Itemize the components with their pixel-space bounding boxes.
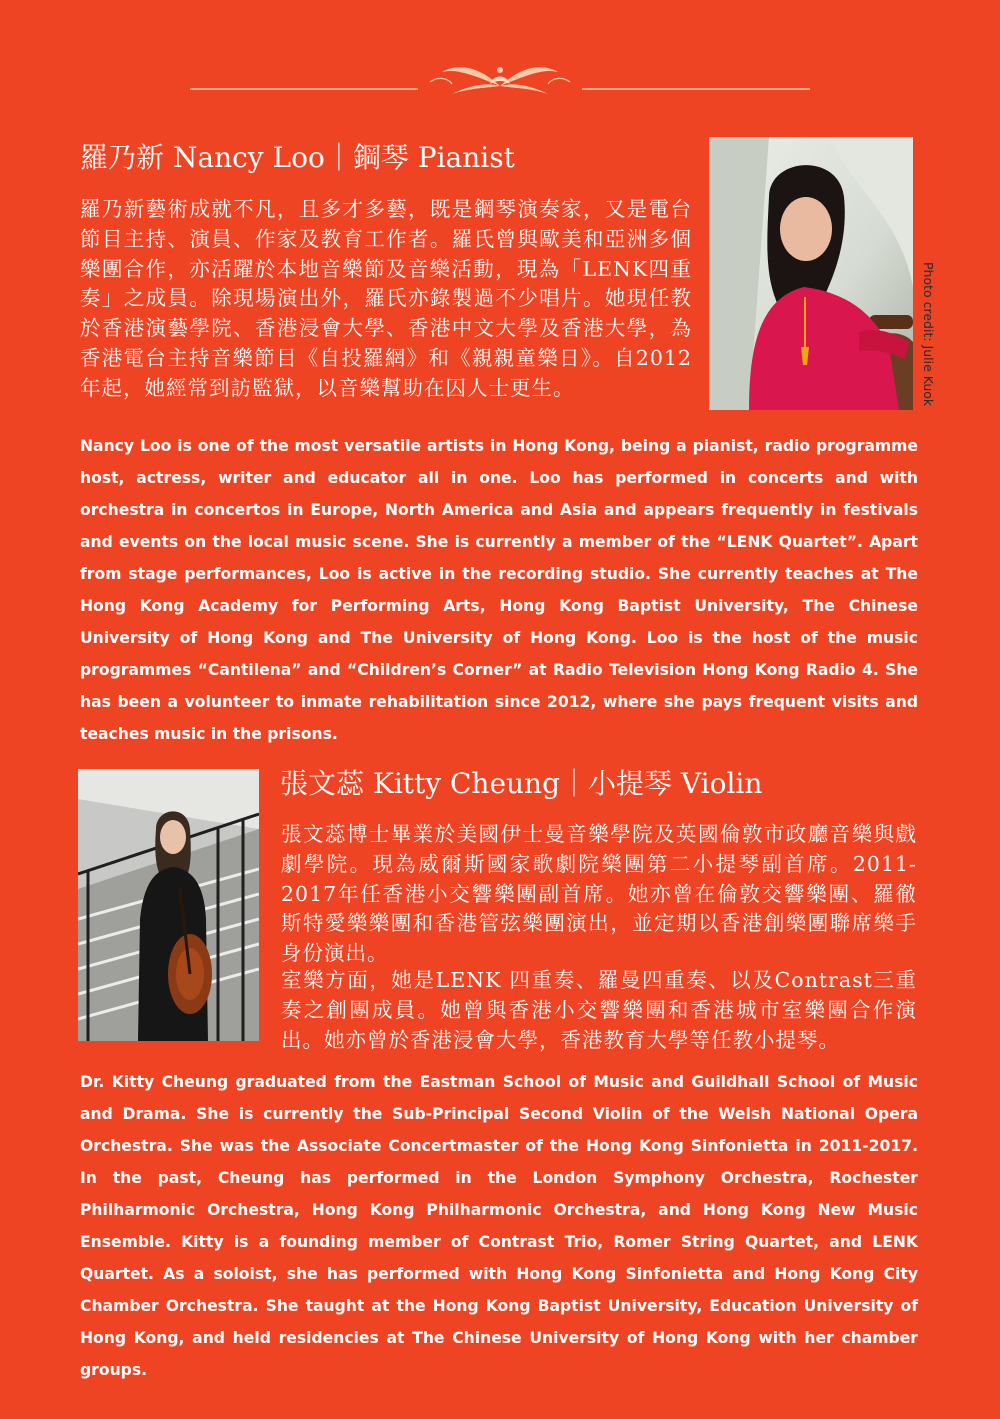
- photo-credit-text: Photo credit: Julie Kuok: [921, 262, 936, 407]
- kitty-cheung-bio-chinese-2: 室樂方面，她是LENK 四重奏、羅曼四重奏、以及Contrast三重奏之創團成員。她曾與香港小交響樂團和香港城市室樂團合作演出。她亦曾於香港浸會大學，香港教育大學等任教小提琴。: [281, 968, 917, 1052]
- kitty-cheung-title: 張文蕊 Kitty Cheung｜小提琴 Violin: [280, 767, 763, 800]
- photo-credit: [918, 262, 942, 412]
- nancy-loo-bio-chinese: 羅乃新藝術成就不凡，且多才多藝，既是鋼琴演奏家，又是電台節目主持、演員、作家及教育工作者。羅氏曾與歐美和亞洲多個樂團合作，亦活躍於本地音樂節及音樂活動，現為「LENK四重奏」之成員。除現場演出外，羅氏亦錄製過不少唱片。她現任教於香港演藝學院、香港浸會大學、香港中文大學及香港大學，為香港電台主持音樂節目《自投羅網》和《親親童樂日》。自2012年起，她經常到訪監獄，以音樂幫助在囚人士更生。: [80, 197, 692, 400]
- header-ornament-icon: [190, 52, 810, 96]
- kitty-cheung-bio-english: Dr. Kitty Cheung graduated from the Eastman School of Music and Guildhall School of Music and Drama. She is currently the Sub-Principal Second Violin of the Welsh National Opera Orchestra. She was the Associate Concertmaster of the Hong Kong Sinfonietta in 2011-2017. In the past, Cheung has performed in the London Symphony Orchestra, Rochester Philharmonic Orchestra, Hong Kong Philharmonic Orchestra, and Hong Kong New Music Ensemble. Kitty is a founding member of Contrast Trio, Romer String Quartet, and LENK Quartet. As a soloist, she has performed with Hong Kong Sinfonietta and Hong Kong City Chamber Orchestra. She taught at the Hong Kong Baptist University, Education University of Hong Kong, and held residencies at The Chinese University of Hong Kong with her chamber groups.: [80, 1073, 918, 1379]
- kitty-cheung-bio-chinese-1: 張文蕊博士畢業於美國伊士曼音樂學院及英國倫敦市政廳音樂與戲劇學院。現為威爾斯國家歌劇院樂團第二小提琴副首席。2011-2017年任香港小交響樂團副首席。她亦曾在倫敦交響樂團、羅徹斯特愛樂樂團和香港管弦樂團演出，並定期以香港創樂團聯席樂手身份演出。: [281, 822, 917, 966]
- nancy-loo-photo: [709, 137, 913, 410]
- nancy-loo-bio-english: Nancy Loo is one of the most versatile artists in Hong Kong, being a pianist, radio programme host, actress, writer and educator all in one. Loo has performed in concerts and with orchestra in concertos in Europe, North America and Asia and appears frequently in festivals and events on the local music scene. She is currently a member of the “LENK Quartet”. Apart from stage performances, Loo is active in the recording studio. She currently teaches at The Hong Kong Academy for Performing Arts, Hong Kong Baptist University, The Chinese University of Hong Kong and The University of Hong Kong. Loo is the host of the music programmes “Cantilena” and “Children’s Corner” at Radio Television Hong Kong Radio 4. She has been a volunteer to inmate rehabilitation since 2012, where she pays frequent visits and teaches music in the prisons.: [80, 437, 918, 743]
- nancy-loo-title: 羅乃新 Nancy Loo｜鋼琴 Pianist: [80, 141, 515, 174]
- kitty-cheung-photo: [78, 769, 259, 1041]
